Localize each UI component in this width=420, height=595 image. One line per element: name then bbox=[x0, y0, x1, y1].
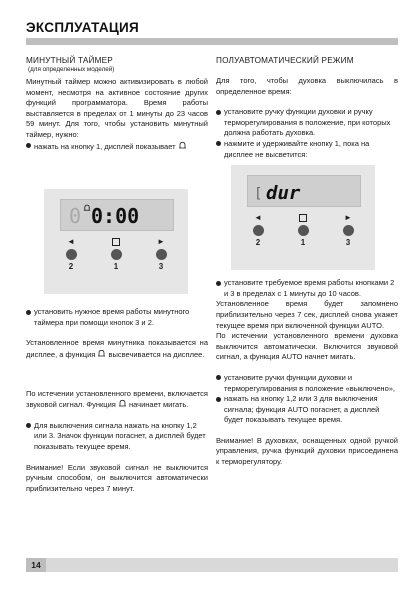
left-warning: Внимание! Если звуковой сигнал не выключится ручным способом, он выключится автоматически приблизительно через 7 минут. bbox=[26, 462, 208, 493]
button-row bbox=[44, 237, 188, 293]
arrow-left-icon: ◄ bbox=[67, 237, 75, 246]
button-label: 1 bbox=[300, 238, 306, 247]
semi-auto-heading: ПОЛУАВТОМАТИЧЕСКИЙ РЕЖИМ bbox=[216, 56, 354, 65]
button-label: 2 bbox=[255, 238, 261, 247]
left-para-3 bbox=[26, 389, 208, 411]
left-para-3a: По истечении установленного времени, включается звуковой сигнал. Функция bbox=[26, 388, 208, 410]
bullet-dot bbox=[26, 143, 31, 148]
display-screen bbox=[247, 175, 361, 207]
knob[interactable] bbox=[343, 225, 354, 236]
bell-icon bbox=[83, 204, 91, 212]
display-digits-svg bbox=[61, 200, 173, 230]
bullet-dot bbox=[216, 110, 221, 115]
button-1[interactable] bbox=[101, 237, 131, 272]
button-label: 2 bbox=[68, 262, 74, 271]
bell-icon bbox=[178, 141, 187, 150]
section-title: ЭКСПЛУАТАЦИЯ bbox=[26, 20, 140, 35]
square-icon bbox=[299, 214, 307, 222]
left-para-2a: Установленное время минутника показывается на дисплее, а функция bbox=[26, 338, 208, 359]
left-bullet-3 bbox=[26, 421, 208, 453]
display-screen bbox=[60, 199, 174, 231]
minute-timer-intro: Минутный таймер можно активизировать в любой момент, несмотря на активное состояние других функций программатора. Время работы выставляется в пределах от 1 минуты до 23 часов 59 минут. Для того, чтобы установить минутный таймер, нужно: bbox=[26, 77, 208, 139]
right-bullet-1-text: установите ручку функции духовки и ручку терморегулирования в положение, при которых должна работать духовка. bbox=[224, 107, 391, 138]
right-bullet-5-text: нажать на кнопку 1,2 или 3 для выключения сигнала; функция AUTO погаснет, а дисплей будет показывать текущее время. bbox=[224, 394, 380, 425]
right-bullet-4-text: установите ручки функции духовки и терморегулирования в положение «выключено», bbox=[224, 372, 395, 393]
display-value: dur bbox=[266, 182, 301, 204]
arrow-left-icon: ◄ bbox=[254, 213, 262, 222]
right-para-3: По истечении установленного времени духовка выключится автоматически. Включится звуковой сигнал, а функция AUTO начнет мигать. bbox=[216, 331, 398, 362]
button-row bbox=[231, 213, 375, 269]
display-value: 0:00 bbox=[91, 204, 140, 228]
footer-bar bbox=[26, 558, 398, 572]
knob[interactable] bbox=[298, 225, 309, 236]
arrow-right-icon: ► bbox=[157, 237, 165, 246]
display-digits-svg bbox=[248, 176, 360, 206]
bullet-dot bbox=[216, 141, 221, 146]
knob[interactable] bbox=[253, 225, 264, 236]
minute-timer-subheading: (для определенных моделей) bbox=[28, 66, 115, 73]
title-rule bbox=[26, 38, 398, 45]
bullet-dot bbox=[26, 310, 31, 315]
dim-digit: 0 bbox=[69, 204, 82, 228]
button-1[interactable] bbox=[288, 213, 318, 248]
right-bullet-5 bbox=[216, 394, 398, 426]
bullet-dot bbox=[216, 375, 221, 380]
bullet-dot bbox=[26, 423, 31, 428]
bullet-dot bbox=[216, 281, 221, 286]
square-icon bbox=[112, 238, 120, 246]
semi-auto-intro: Для того, чтобы духовка выключилась в определенное время: bbox=[216, 76, 398, 96]
left-bullet-1-text: нажать на кнопку 1, дисплей показывает bbox=[34, 141, 176, 151]
bell-icon bbox=[97, 349, 106, 358]
programmer-panel-duration bbox=[231, 165, 375, 270]
right-bullet-3-text: установите требуемое время работы кнопками 2 и 3 в пределах с 1 минуты до 10 часов. bbox=[224, 278, 395, 298]
minute-timer-heading: МИНУТНЫЙ ТАЙМЕР bbox=[26, 56, 113, 65]
right-bullet-3 bbox=[216, 278, 398, 299]
left-bullet-2-text: установить нужное время работы минутного таймера при помощи кнопок 3 и 2. bbox=[34, 307, 190, 327]
button-label: 3 bbox=[345, 238, 351, 247]
left-para-3b: начинает мигать. bbox=[129, 400, 189, 410]
arrow-right-icon: ► bbox=[344, 213, 352, 222]
left-bullet-2 bbox=[26, 307, 208, 328]
right-bullet-2 bbox=[216, 139, 398, 160]
knob[interactable] bbox=[111, 249, 122, 260]
right-bullet-4 bbox=[216, 373, 398, 394]
bell-icon bbox=[118, 399, 127, 408]
left-para-2 bbox=[26, 338, 208, 360]
button-3[interactable] bbox=[146, 237, 176, 272]
button-label: 3 bbox=[158, 262, 164, 271]
button-3[interactable] bbox=[333, 213, 363, 248]
bullet-dot bbox=[216, 397, 221, 402]
left-para-2b: высвечивается на дисплее. bbox=[108, 349, 205, 359]
left-bullet-1 bbox=[26, 141, 208, 153]
button-2[interactable] bbox=[243, 213, 273, 248]
button-label: 1 bbox=[113, 262, 119, 271]
knob[interactable] bbox=[66, 249, 77, 260]
knob[interactable] bbox=[156, 249, 167, 260]
right-bullet-2-text: нажмите и удерживайте кнопку 1, пока на дисплее не высветится: bbox=[224, 138, 370, 159]
programmer-panel-timer bbox=[44, 189, 188, 294]
page-number: 14 bbox=[26, 558, 46, 572]
left-bullet-3-text: Для выключения сигнала нажать на кнопку 1,2 или 3. Значок функции погаснет, а дисплей будет показывать текущее время. bbox=[34, 420, 206, 451]
right-warning: Внимание! В духовках, оснащенных одной ручкой управления, ручка функций духовки присоединена к терморегулятору. bbox=[216, 435, 398, 467]
right-bullet-1 bbox=[216, 107, 398, 139]
button-2[interactable] bbox=[56, 237, 86, 272]
right-para-2: Установленное время будет запомнено приблизительно через 7 сек, дисплей снова укажет текущее время при включенной функции AUTO. bbox=[216, 299, 398, 330]
bracket-icon: [ bbox=[254, 186, 263, 202]
